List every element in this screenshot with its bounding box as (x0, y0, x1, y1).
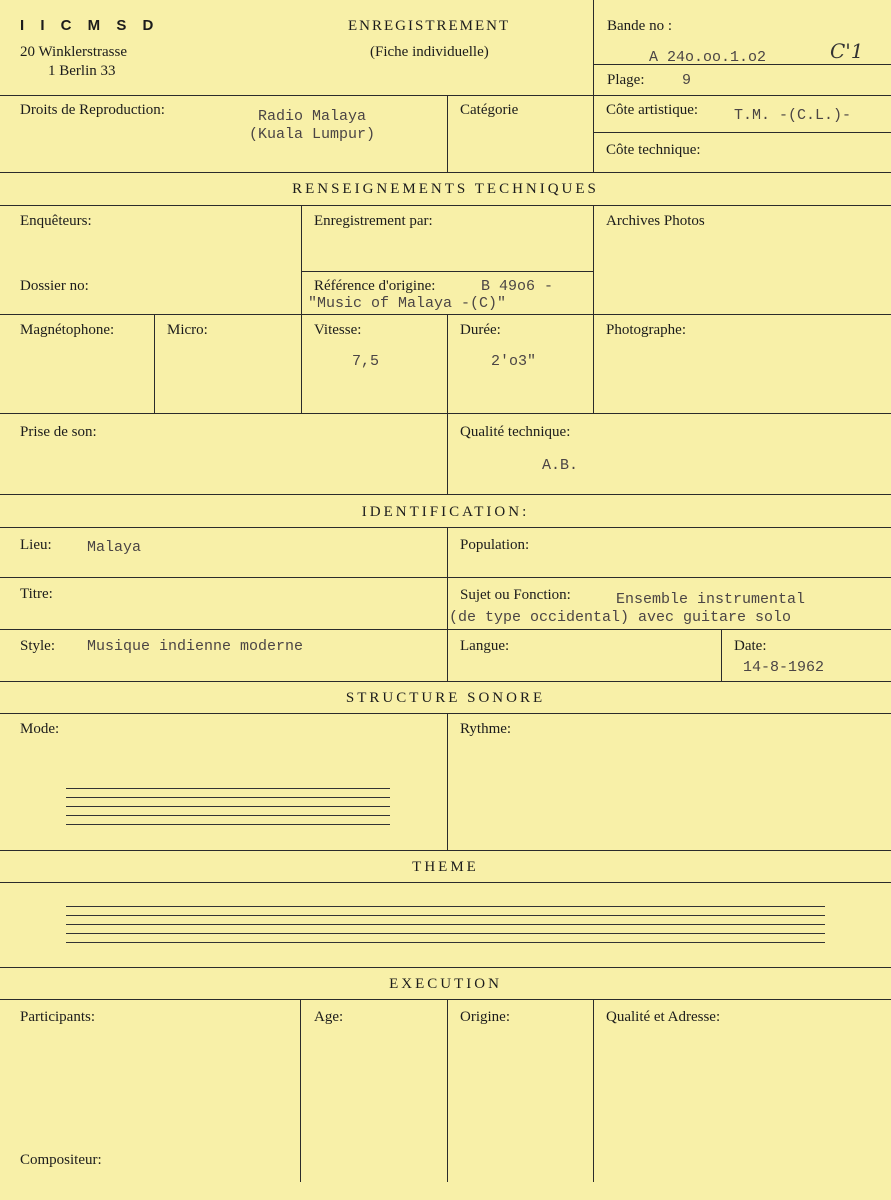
langue-label: Langue: (460, 638, 510, 654)
vline-tech-4 (447, 314, 448, 413)
rule-reference-top (301, 271, 593, 272)
address-line-1: 20 Winklerstrasse (20, 44, 128, 60)
origine-label: Origine: (460, 1009, 510, 1025)
archives-photos-label: Archives Photos (606, 213, 705, 229)
cote-artistique-value: T.M. -(C.L.)- (734, 107, 852, 124)
vline-prise (447, 413, 448, 494)
population-label: Population: (460, 537, 530, 553)
theme-staff-line (66, 942, 825, 943)
rule-structure-bottom (0, 850, 891, 851)
age-label: Age: (314, 1009, 344, 1025)
cote-technique-label: Côte technique: (606, 142, 701, 158)
mode-staff-line (66, 788, 390, 789)
photographe-label: Photographe: (606, 322, 686, 338)
dossier-label: Dossier no: (20, 278, 89, 294)
date-label: Date: (734, 638, 767, 654)
vline-tech-2 (593, 205, 594, 413)
enregistrement-par-label: Enregistrement par: (314, 213, 433, 229)
vline-exec-2 (447, 999, 448, 1182)
rule-exec-title-bottom (0, 999, 891, 1000)
section-title-theme: THEME (412, 859, 479, 875)
rule-cote-divider (593, 132, 891, 133)
bande-value: A 24o.oo.1.o2 (649, 49, 767, 66)
style-label: Style: (20, 638, 56, 654)
compositeur-label: Compositeur: (20, 1152, 102, 1168)
vline-exec-1 (300, 999, 301, 1182)
vline-rights-2 (593, 95, 594, 172)
section-title-structure: STRUCTURE SONORE (345, 690, 546, 706)
style-value: Musique indienne moderne (87, 638, 304, 655)
mode-label: Mode: (20, 721, 60, 737)
reference-label: Référence d'origine: (314, 278, 436, 294)
mode-staff-line (66, 797, 390, 798)
rule-rights-bottom (0, 172, 891, 173)
theme-staff-line (66, 906, 825, 907)
form-title: ENREGISTREMENT (348, 18, 511, 34)
rule-structure-title-bottom (0, 713, 891, 714)
droits-label: Droits de Reproduction: (20, 102, 165, 118)
prise-de-son-label: Prise de son: (20, 424, 97, 440)
titre-label: Titre: (20, 586, 53, 602)
categorie-label: Catégorie (460, 102, 519, 118)
vline-tech-1 (301, 205, 302, 413)
cote-artistique-label: Côte artistique: (606, 102, 699, 118)
vline-header-right (593, 0, 594, 95)
section-title-identification: IDENTIFICATION: (361, 504, 530, 520)
rule-lieu-bottom (0, 577, 891, 578)
bande-label: Bande no : (607, 18, 672, 34)
sujet-value-1: Ensemble instrumental (616, 591, 806, 608)
vline-date (721, 629, 722, 681)
enqueteurs-label: Enquêteurs: (20, 213, 92, 229)
lieu-label: Lieu: (20, 537, 52, 553)
participants-label: Participants: (20, 1009, 95, 1025)
bande-handwritten-mark: C'1 (830, 39, 864, 63)
droits-value-2: (Kuala Lumpur) (249, 126, 376, 143)
section-title-execution: EXECUTION (389, 976, 502, 992)
rule-theme-title-bottom (0, 882, 891, 883)
rythme-label: Rythme: (460, 721, 512, 737)
qualite-adresse-label: Qualité et Adresse: (606, 1009, 721, 1025)
section-title-technique: RENSEIGNEMENTS TECHNIQUES (292, 181, 599, 197)
rule-theme-bottom (0, 967, 891, 968)
vline-ident (447, 527, 448, 681)
plage-label: Plage: (607, 72, 645, 88)
rule-header-bottom (0, 95, 891, 96)
duree-label: Durée: (460, 322, 501, 338)
droits-value-1: Radio Malaya (258, 108, 367, 125)
vline-tech-3 (154, 314, 155, 413)
vline-exec-3 (593, 999, 594, 1182)
rule-tech-row3-bottom (0, 494, 891, 495)
reference-value-2: "Music of Malaya -(C)" (308, 295, 507, 312)
mode-staff-line (66, 824, 390, 825)
vitesse-label: Vitesse: (314, 322, 362, 338)
micro-label: Micro: (167, 322, 208, 338)
address-line-2: 1 Berlin 33 (48, 63, 116, 79)
sujet-value-2: (de type occidental) avec guitare solo (449, 609, 792, 626)
vitesse-value: 7,5 (352, 353, 380, 370)
rule-tech-title-bottom (0, 205, 891, 206)
sujet-label: Sujet ou Fonction: (460, 587, 571, 603)
vline-structure (447, 713, 448, 850)
qualite-technique-value: A.B. (542, 457, 579, 474)
rule-tech-row2-bottom (0, 413, 891, 414)
duree-value: 2'o3" (491, 353, 537, 370)
rule-titre-bottom (0, 629, 891, 630)
qualite-technique-label: Qualité technique: (460, 424, 571, 440)
org-logo: I I C M S D (20, 17, 160, 34)
magnetophone-label: Magnétophone: (20, 322, 115, 338)
rule-style-bottom (0, 681, 891, 682)
date-value: 14-8-1962 (743, 659, 825, 676)
theme-staff-line (66, 915, 825, 916)
mode-staff-line (66, 806, 390, 807)
rule-tech-row1-bottom (0, 314, 891, 315)
reference-value-1: B 49o6 - (481, 278, 554, 295)
form-subtitle: (Fiche individuelle) (370, 44, 489, 60)
vline-rights-1 (447, 95, 448, 172)
rule-ident-title-bottom (0, 527, 891, 528)
mode-staff-line (66, 815, 390, 816)
theme-staff-line (66, 933, 825, 934)
plage-value: 9 (682, 72, 692, 89)
lieu-value: Malaya (87, 539, 142, 556)
theme-staff-line (66, 924, 825, 925)
